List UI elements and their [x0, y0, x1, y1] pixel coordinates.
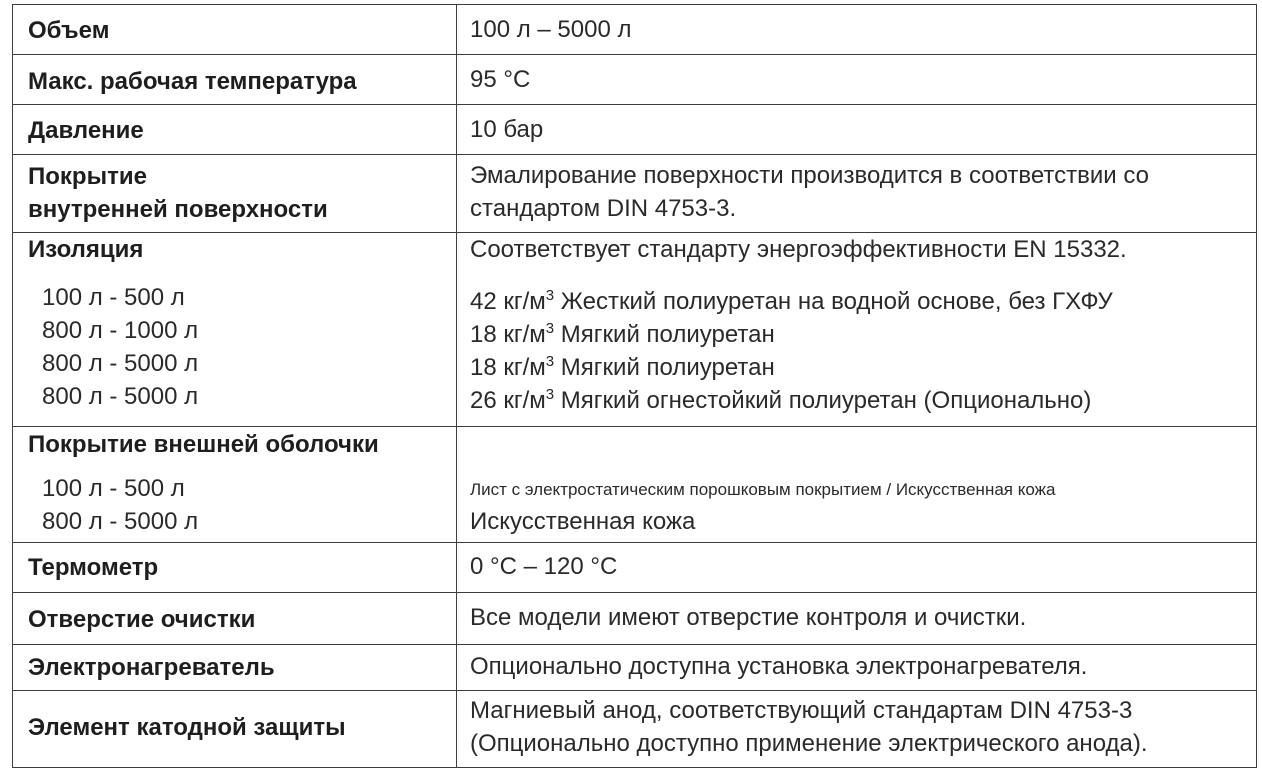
row-thermometer	[12, 542, 1257, 592]
value-cathodic-1: Магниевый анод, соответствующий стандартам DIN 4753-3	[470, 697, 1133, 724]
insulation-material-1: 42 $кг/м^3$ Жесткий полиуретан на водной основе, без ГХФУ	[470, 287, 1113, 315]
label-inner-coating-2: внутренней поверхности	[28, 196, 328, 223]
value-insulation: Соответствует стандарту энергоэффективности EN 15332.	[470, 236, 1127, 263]
row-max-temp	[12, 54, 1257, 104]
value-cathodic-2: (Опционально доступно применение электрического анода).	[470, 730, 1148, 757]
label-cathodic: Элемент катодной защиты	[28, 714, 346, 741]
label-inner-coating-1: Покрытие	[28, 163, 147, 190]
label-cleaning-hole: Отверстие очистки	[28, 606, 256, 633]
row-insulation	[12, 232, 1257, 426]
label-volume: Объем	[28, 17, 110, 44]
outer-shell-material-2: Искусственная кожа	[470, 508, 696, 535]
row-cathodic	[12, 690, 1257, 768]
label-pressure: Давление	[28, 117, 144, 144]
insulation-range-3: 800 л - 5000 л	[42, 350, 199, 377]
row-heater	[12, 644, 1257, 690]
row-pressure	[12, 104, 1257, 154]
value-inner-coating-2: стандартом DIN 4753-3.	[470, 195, 737, 222]
value-heater: Опционально доступна установка электронагревателя.	[470, 653, 1088, 680]
value-pressure: 10 бар	[470, 116, 544, 143]
outer-shell-range-2: 800 л - 5000 л	[42, 508, 199, 535]
insulation-material-4: 26 $кг/м^3$ Мягкий огнестойкий полиуретан (Опционально)	[470, 386, 1092, 414]
insulation-range-2: 800 л - 1000 л	[42, 317, 199, 344]
insulation-material-2: 18 $кг/м^3$ Мягкий полиуретан	[470, 320, 775, 348]
value-cleaning-hole: Все модели имеют отверстие контроля и очистки.	[470, 604, 1027, 631]
label-heater: Электронагреватель	[28, 654, 275, 681]
value-volume: 100 л – 5000 л	[470, 16, 632, 43]
spec-table	[12, 4, 1257, 768]
value-max-temp: 95 °С	[470, 66, 531, 93]
label-max-temp: Макс. рабочая температура	[28, 68, 357, 95]
row-volume	[12, 4, 1257, 54]
insulation-range-4: 800 л - 5000 л	[42, 383, 199, 410]
value-thermometer: 0 °С – 120 °С	[470, 553, 618, 580]
outer-shell-material-1: Лист с электростатическим порошковым покрытием / Искусственная кожа	[470, 480, 1056, 499]
outer-shell-range-1: 100 л - 500 л	[42, 475, 185, 502]
label-thermometer: Термометр	[28, 554, 159, 581]
insulation-material-3: 18 $кг/м^3$ Мягкий полиуретан	[470, 353, 775, 381]
label-insulation: Изоляция	[28, 236, 144, 263]
value-inner-coating-1: Эмалирование поверхности производится в соответствии со	[470, 162, 1149, 189]
insulation-range-1: 100 л - 500 л	[42, 284, 185, 311]
row-outer-shell	[12, 426, 1257, 542]
row-cleaning-hole	[12, 592, 1257, 644]
row-inner-coating	[12, 154, 1257, 232]
label-outer-shell: Покрытие внешней оболочки	[28, 431, 379, 458]
